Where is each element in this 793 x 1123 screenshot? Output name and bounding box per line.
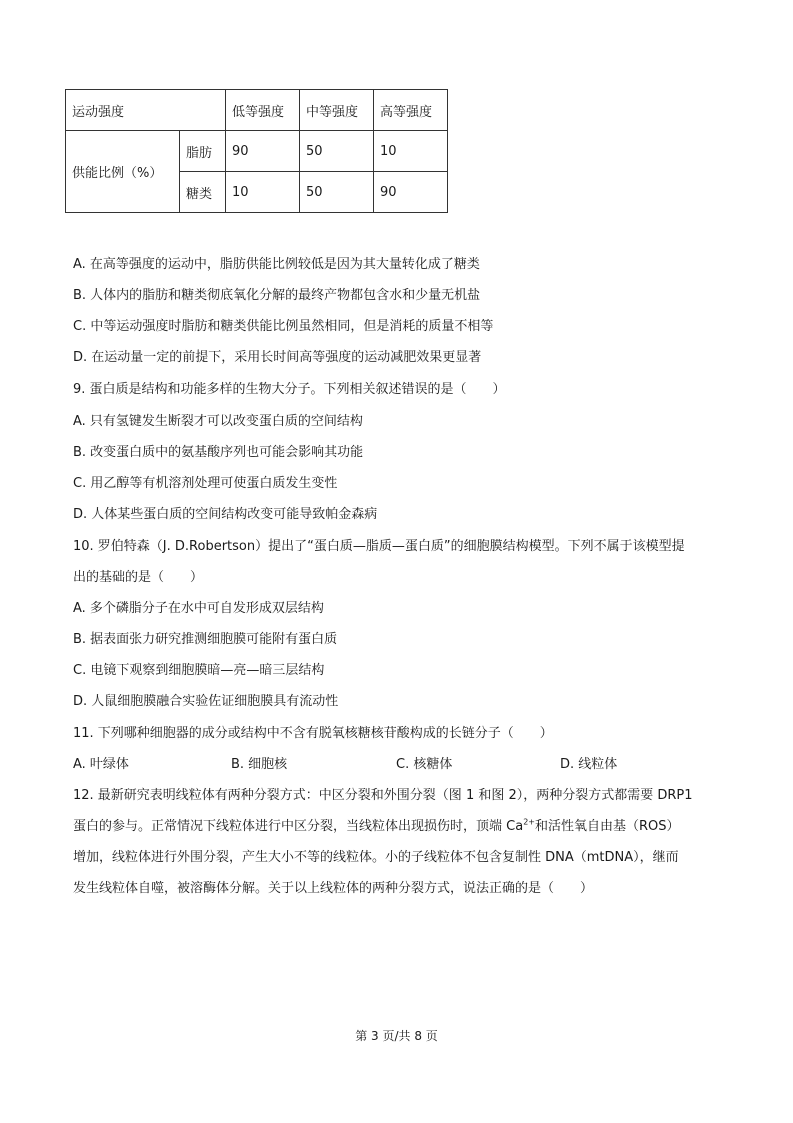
q12-stem-line4: 发生线粒体自噬，被溶酶体分解。关于以上线粒体的两种分裂方式，说法正确的是（ ） (73, 881, 594, 896)
cell-fat-high: 10 (374, 131, 448, 172)
cell-sugar-high: 90 (374, 172, 448, 213)
q9-option-b: B. 改变蛋白质中的氨基酸序列也可能会影响其功能 (73, 445, 364, 460)
cell-sugar-low: 10 (226, 172, 300, 213)
row-label-sugar: 糖类 (180, 172, 226, 213)
q10-option-c: C. 电镜下观察到细胞膜暗—亮—暗三层结构 (73, 663, 325, 678)
cell-fat-low: 90 (226, 131, 300, 172)
q10-stem-line1: 10. 罗伯特森（J. D.Robertson）提出了“蛋白质—脂质—蛋白质”的细胞膜结构模型。下列不属于该模型提 (73, 539, 685, 554)
exercise-energy-table (65, 89, 448, 213)
header-low-intensity: 低等强度 (226, 90, 300, 131)
header-exercise-intensity: 运动强度 (66, 90, 226, 131)
header-high-intensity: 高等强度 (374, 90, 448, 131)
q8-option-b: B. 人体内的脂肪和糖类彻底氧化分解的最终产物都包含水和少量无机盐 (73, 288, 481, 303)
q11-stem: 11. 下列哪种细胞器的成分或结构中不含有脱氧核糖核苷酸构成的长链分子（ ） (73, 726, 553, 741)
q8-option-d: D. 在运动量一定的前提下，采用长时间高等强度的运动减肥效果更显著 (73, 350, 482, 365)
q11-option-b: B. 细胞核 (231, 757, 288, 772)
q12-stem-line1: 12. 最新研究表明线粒体有两种分裂方式：中区分裂和外围分裂（图 1 和图 2），两种分裂方式都需要 DRP1 (73, 788, 693, 803)
q11-option-d: D. 线粒体 (560, 757, 618, 772)
q10-option-d: D. 人鼠细胞膜融合实验佐证细胞膜具有流动性 (73, 694, 339, 709)
q9-option-d: D. 人体某些蛋白质的空间结构改变可能导致帕金森病 (73, 507, 378, 522)
row-label-fat: 脂肪 (180, 131, 226, 172)
energy-ratio-label: 供能比例（%） (66, 131, 180, 213)
header-mid-intensity: 中等强度 (300, 90, 374, 131)
page-number-footer: 第 3 页/共 8 页 (355, 1029, 438, 1043)
q8-option-a: A. 在高等强度的运动中，脂肪供能比例较低是因为其大量转化成了糖类 (73, 257, 480, 272)
q11-option-a: A. 叶绿体 (73, 757, 129, 772)
q12-stem-line2: 蛋白的参与。正常情况下线粒体进行中区分裂，当线粒体出现损伤时，顶端 $Ca^{2+}$和活性氧自由基（ROS） (73, 817, 680, 834)
q12-stem-line3: 增加，线粒体进行外围分裂，产生大小不等的线粒体。小的子线粒体不包含复制性 DNA（mtDNA），继而 (73, 850, 679, 865)
q10-option-a: A. 多个磷脂分子在水中可自发形成双层结构 (73, 601, 324, 616)
q8-option-c: C. 中等运动强度时脂肪和糖类供能比例虽然相同，但是消耗的质量不相等 (73, 319, 494, 334)
cell-fat-mid: 50 (300, 131, 374, 172)
cell-sugar-mid: 50 (300, 172, 374, 213)
q9-option-a: A. 只有氢键发生断裂才可以改变蛋白质的空间结构 (73, 414, 363, 429)
table-row (66, 131, 448, 172)
q11-options (73, 756, 713, 774)
q11-option-c: C. 核糖体 (396, 757, 453, 772)
q9-stem: 9. 蛋白质是结构和功能多样的生物大分子。下列相关叙述错误的是（ ） (73, 382, 506, 397)
table-header-row (66, 90, 448, 131)
q9-option-c: C. 用乙醇等有机溶剂处理可使蛋白质发生变性 (73, 476, 338, 491)
q10-option-b: B. 据表面张力研究推测细胞膜可能附有蛋白质 (73, 632, 338, 647)
q10-stem-line2: 出的基础的是（ ） (73, 570, 204, 585)
